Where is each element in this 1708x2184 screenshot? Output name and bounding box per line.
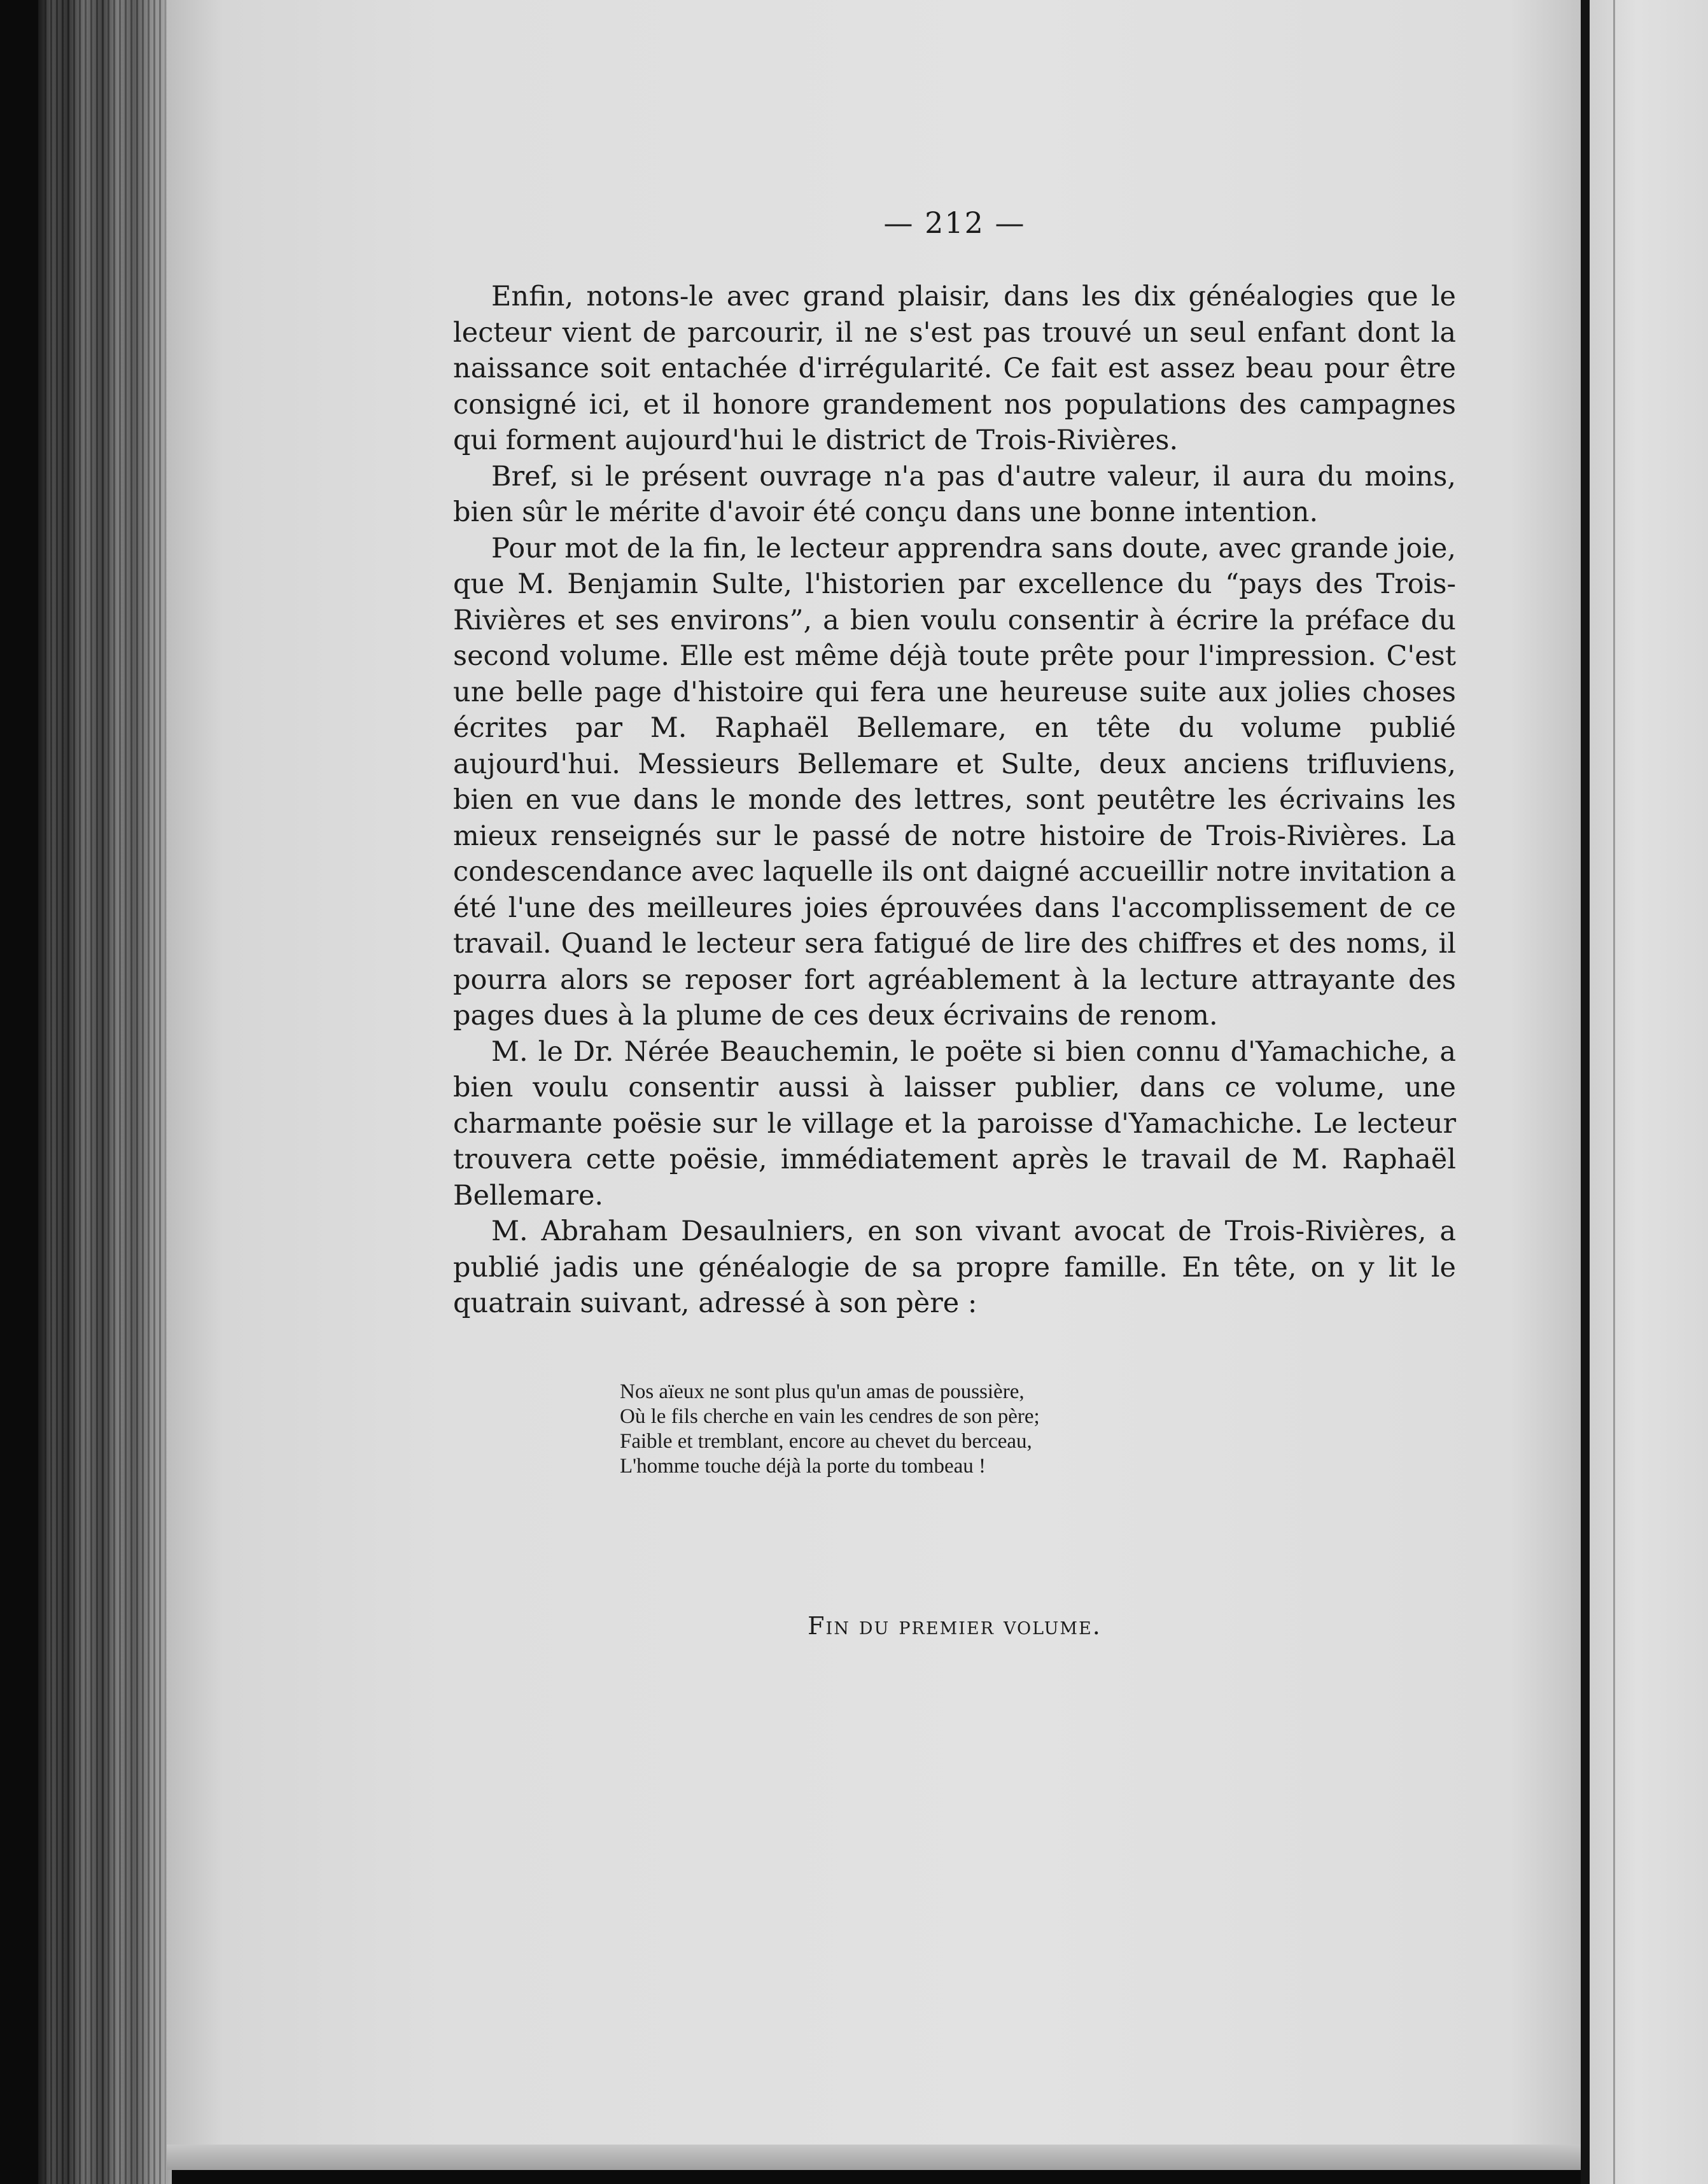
book-page-stack [45, 0, 165, 2184]
facing-page-line [1613, 0, 1615, 2184]
paragraph: M. le Dr. Nérée Beauchemin, le poëte si bien connu d'Yamachiche, a bien voulu consentir aussi à laisser publier, dans ce volume, une charmante poësie sur le village et la paroisse d'Yamachiche. Le lecteur trouvera cette poësie, immédiatement après le travail de M. Raphaël Bellemare. [453, 1035, 1456, 1212]
poem-line: Faible et tremblant, encore au chevet du berceau, [620, 1430, 1032, 1453]
poem-line: Où le fils cherche en vain les cendres de son père; [620, 1405, 1040, 1428]
poem-line: L'homme touche déjà la porte du tombeau ! [620, 1455, 986, 1478]
paragraph: Bref, si le présent ouvrage n'a pas d'autre valeur, il aura du moins, bien sûr le mérite d'avoir été conçu dans une bonne intention. [453, 460, 1456, 528]
quatrain [620, 1380, 1320, 1479]
paragraph: Enfin, notons-le avec grand plaisir, dans les dix généalogies que le lecteur vient de parcourir, il ne s'est pas trouvé un seul enfant dont la naissance soit entachée d'irrégularité. Ce fait est assez beau pour être consigné ici, et il honore grandement nos populations des campagnes qui forment aujourd'hui le district de Trois-Rivières. [453, 281, 1456, 456]
page-bottom-edge [167, 2145, 1581, 2170]
closing-line: Fin du premier volume. [808, 1612, 1102, 1640]
poem-line: Nos aïeux ne sont plus qu'un amas de poussière, [620, 1380, 1025, 1403]
paragraph: M. Abraham Desaulniers, en son vivant avocat de Trois-Rivières, a publié jadis une généalogie de sa propre famille. En tête, on y lit le quatrain suivant, adressé à son père : [453, 1215, 1456, 1319]
page-number: — 212 — [883, 206, 1026, 240]
paragraph: Pour mot de la fin, le lecteur apprendra sans doute, avec grande joie, que M. Benjamin Sulte, l'historien par excellence du “pays des Trois-Rivières et ses environs”, a bien voulu consentir à écrire la préface du second volume. Elle est même déjà toute prête pour l'impression. C'est une belle page d'histoire qui fera une heureuse suite aux jolies choses écrites par M. Raphaël Bellemare, en tête du volume publié aujourd'hui. Messieurs Bellemare et Sulte, deux anciens trifluviens, bien en vue dans le monde des lettres, sont peutêtre les écrivains les mieux renseignés sur le passé de notre histoire de Trois-Rivières. La condescendance avec laquelle ils ont daigné accueillir notre invitation a été l'une des meilleures joies éprouvées dans l'accomplissement de ce travail. Quand le lecteur sera fatigué de lire des chiffres et des noms, il pourra alors se reposer fort agréablement à la lecture attrayante des pages dues à la plume de ces deux écrivains de renom. [453, 532, 1456, 1032]
body-text [453, 279, 1456, 1322]
facing-page-strip [1590, 0, 1708, 2184]
book-edge-right [1581, 0, 1590, 2184]
